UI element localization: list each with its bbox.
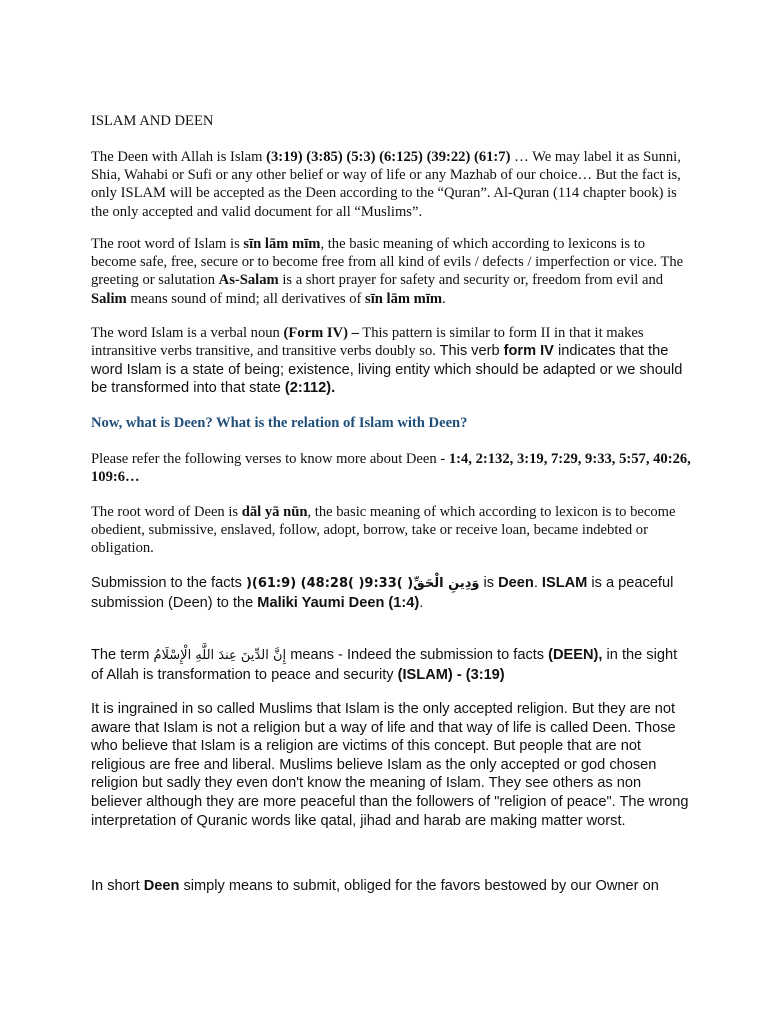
paragraph-the-term xyxy=(91,646,691,684)
text-run: . xyxy=(533,575,542,591)
text-run: Submission to the facts xyxy=(91,575,246,591)
bold-text: (2:112). xyxy=(284,380,336,397)
text-run: Please refer the following verses to know more about Deen - xyxy=(91,451,449,467)
bold-text: Deen xyxy=(143,878,180,894)
paragraph-root-word-islam xyxy=(91,235,691,308)
bold-text: Deen xyxy=(498,575,534,591)
text-run: is a short prayer for safety and security or, freedom from evil and xyxy=(278,272,664,289)
paragraph-ingrained xyxy=(91,700,691,830)
text-run: indicates that the word Islam is a state of being; existence, living entity which should be adapted or we should be transformed into that state xyxy=(91,343,683,397)
text-run: It is ingrained in so called Muslims that Islam is the only accepted religion. But they are not aware that Islam is not a religion but a way of life and that way of life is called Deen. Those who believe that Islam is a religion are victims of this concept. But people that are not religious are free and liberal. Muslims believe Islam as the only accepted or god chosen religion but sadly they even don't know the meaning of Islam. They see others as non believer although they are more peaceful than the followers of "religion of peace". The wrong interpretation of Quranic words like qatal, jihad and harab are making matter worst. xyxy=(91,701,689,829)
text-run: This verb xyxy=(439,343,504,360)
text-run: . xyxy=(442,290,446,307)
arabic-phrase: )وَدِينِ الْحَقِّ( )9:33( )48:28) (61:9) xyxy=(245,576,480,591)
text-run: The root word of Islam is xyxy=(91,236,244,252)
bold-text: Maliki Yaumi Deen (1:4) xyxy=(257,594,420,611)
text-run: The Deen with Allah is Islam xyxy=(91,149,267,165)
text-run: in the sight of Allah is transformation to peace and security xyxy=(91,647,678,683)
bold-text: dāl yā nūn xyxy=(241,504,308,520)
text-run: simply means to submit, obliged for the favors bestowed by our Owner on xyxy=(179,878,659,894)
text-run: The word Islam is a verbal noun xyxy=(91,325,284,341)
bold-text: 1:4, 2:132, 3:19, 7:29, 9:33, 5:57, 40:26, 109:6… xyxy=(91,451,691,486)
text-run: , the basic meaning of which according to lexicon is to become obedient, submissive, enslaved, follow, adopt, borrow, take or receive loan, became indebted or obligation. xyxy=(91,504,676,557)
bold-text: ISLAM xyxy=(541,575,588,591)
paragraph-refer-verses xyxy=(91,450,691,486)
paragraph-root-word-deen xyxy=(91,503,691,558)
bold-text: Salim xyxy=(91,290,127,307)
bold-text: Now, what is Deen? What is the relation of Islam with Deen? xyxy=(91,415,468,431)
paragraph-deen-with-allah xyxy=(91,148,691,221)
paragraph-in-short xyxy=(91,877,691,896)
text-run: The root word of Deen is xyxy=(91,504,242,520)
text-run: . xyxy=(419,594,424,611)
bold-text: (ISLAM) - (3:19) xyxy=(397,666,505,683)
bold-text: (3:19) (3:85) (5:3) (6:125) (39:22) (61:7) xyxy=(266,149,511,165)
paragraph-verbal-noun xyxy=(91,324,691,398)
text-run: is a peaceful submission (Deen) to the xyxy=(91,575,674,611)
text-run: This pattern is similar to form II in that it makes intransitive verbs transitive, and transitive verbs doubly so. xyxy=(91,325,644,360)
text-run: In short xyxy=(91,878,144,894)
text-run: means - Indeed the submission to facts xyxy=(286,647,549,663)
text-run: means sound of mind; all derivatives of xyxy=(126,290,366,307)
bold-text: (Form IV) – xyxy=(283,325,359,341)
section-heading xyxy=(91,414,691,432)
bold-text: sīn lām mīm xyxy=(243,236,321,252)
text-run: The term xyxy=(91,647,154,663)
bold-text: (DEEN), xyxy=(548,647,603,663)
arabic-phrase: إِنَّ الدِّينَ عِندَ اللَّهِ الْإِسْلَامُ xyxy=(153,648,287,663)
document-title: ISLAM AND DEEN xyxy=(91,113,214,129)
text-run: … We may label it as Sunni, Shia, Wahabi or Sufi or any other belief or way of life or any Mazhab of our choice… But the fact is, only ISLAM will be accepted as the Deen according to the “Quran”. Al-Quran (114 chapter book) is the only accepted and valid document for all “Muslims”. xyxy=(91,149,681,220)
text-run: is xyxy=(479,575,499,591)
paragraph-submission-facts xyxy=(91,574,691,612)
bold-text: form IV xyxy=(503,343,554,360)
bold-text: sīn lām mīm xyxy=(365,290,443,307)
text-run: , the basic meaning of which according to lexicons is to become safe, free, secure or to become free from all kind of evils / defects / imperfection or vice. The greeting or salutation xyxy=(91,236,684,289)
bold-text: As-Salam xyxy=(218,272,279,289)
